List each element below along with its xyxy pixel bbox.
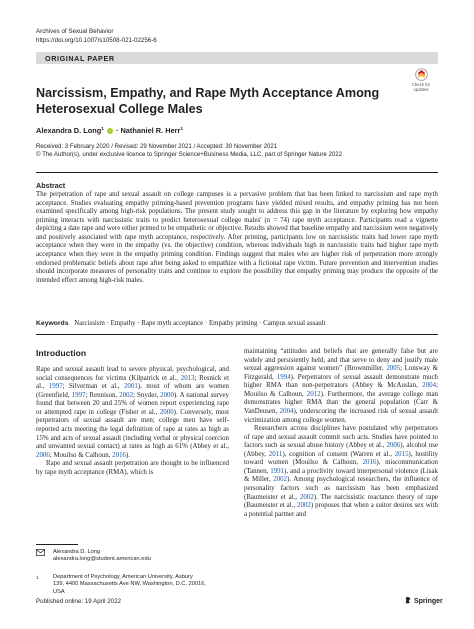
keyword-separator: · [104, 320, 111, 327]
affiliation-line: USA [53, 588, 65, 595]
affiliation-note [36, 574, 236, 598]
citation-link[interactable]: 2002 [273, 476, 288, 484]
citation-link[interactable]: 2005 [386, 365, 401, 373]
article-type-label: ORIGINAL PAPER [45, 53, 115, 63]
body-paragraph: maintaining “attitudes and beliefs that are generally false but are widely and persistently held, and that serve to deny and justify male sexual aggression against women” (Brownmiller, 2005; Lonsway & Fitzgerald, 1994). Perpetrators of sexual assault demonstrate much higher RMA than non-perpetrators (Abbey & McAuslan, 2004; Mouilso & Calhoun, 2012). Furthermore, the average college man demonstrates higher RMA than the general population (Carr & VanDeusen, 2004), underscoring the increased risk of sexual assault victimization among college women. [244, 348, 439, 424]
copyright-line: © The Author(s), under exclusive licence to Springer Science+Business Media, LLC, part of Springer Nature 2022 [36, 151, 343, 159]
orcid-icon[interactable] [107, 128, 113, 134]
corresponding-author-note [36, 549, 236, 565]
keyword-item: Campus sexual assault [263, 320, 326, 327]
keyword-item: Rape myth acceptance [141, 320, 204, 327]
check-for-updates-icon [415, 68, 428, 81]
publisher-logo [404, 596, 443, 605]
journal-header [36, 27, 157, 45]
author-list [36, 124, 183, 136]
citation-link[interactable]: 2004 [279, 407, 294, 415]
journal-name: Archives of Sexual Behavior [36, 28, 114, 35]
author-1-name[interactable]: Alexandra D. Long [36, 126, 102, 135]
citation-link[interactable]: 2002 [297, 502, 311, 510]
citation-link[interactable]: 2006 [386, 442, 401, 450]
updates-label-2: updates [413, 87, 429, 92]
check-for-updates-button[interactable] [406, 68, 436, 92]
top-divider [36, 172, 438, 173]
keyword-item: Empathy [110, 320, 136, 327]
author-email-link[interactable]: alexandra.long@student.american.edu [53, 556, 151, 563]
citation-link[interactable]: 2000 [159, 408, 174, 416]
doi-link[interactable]: https://doi.org/10.1007/s10508-021-02256-6 [36, 37, 157, 44]
citation-link[interactable]: 2012 [306, 390, 321, 398]
citation-link[interactable]: 1997 [71, 391, 86, 399]
footnote-divider [36, 544, 78, 545]
citation-link[interactable]: 2002 [119, 391, 134, 399]
citation-link[interactable]: 2011 [268, 450, 283, 458]
citation-link[interactable]: 2015 [394, 450, 409, 458]
citation-link[interactable]: 2002 [299, 493, 314, 501]
affiliation-marker: 1 [36, 575, 39, 580]
publisher-name: Springer [413, 598, 443, 605]
affiliation-line: Department of Psychology, American University, Asbury [53, 574, 193, 580]
keywords [36, 319, 438, 328]
keyword-item: Empathy priming [208, 320, 258, 327]
springer-horse-icon [404, 596, 412, 604]
article-title: Narcissism, Empathy, and Rape Myth Acceptance Among Heterosexual College Males [36, 86, 380, 116]
keywords-label: Keywords [36, 320, 69, 327]
keyword-separator: · [257, 320, 264, 327]
abstract-text: The perpetration of rape and sexual assault on college campuses is a pervasive problem that has been linked to narcissism and rape myth acceptance. Studies evaluating empathy priming-based prevention programs have yielded mixed results, and empathy priming has not been examined specifically among high-risk populations. The present study sought to address this gap in the literature by exploring how empathy priming interacts with narcissistic traits to predict heterosexual college males' (n = 74) rape myth acceptance. Participants read a vignette depicting a date rape and were either primed to be empathetic or objective. Results showed that baseline empathy and narcissism were negatively and positively associated with rape myth acceptance, respectively. After priming, participants low on narcissistic traits had lower rape myth acceptance when they were in the empathy (vs. the objective) condition, whereas individuals high in narcissistic traits had higher rape myth acceptance when they were in the empathy priming condition. Findings suggest that males who are higher risk of perpetration more strongly endorsed problematic beliefs about rape after being asked to empathize with a fictional rape victim. Future prevention and intervention studies should incorporate measures of personality traits and continue to explore the possibility that empathy priming may produce the opposite of the intended effect among high-risk males. [36, 191, 438, 284]
body-paragraph: Rape and sexual assault lead to severe physical, psychological, and social consequences for victims (Kilpatrick et al., 2013; Resnick et al., 1997; Silverman et al., 2001), most of whom are women (Greenfield, 1997; Rennison, 2002; Snyder, 2000). A national survey found that between 20 and 25% of women report experiencing rape or attempted rape in college (Fisher et al., 2000). Conversely, most perpetrators of sexual assault are men; college men have self-reported acts meeting the legal definition of rape at rates as high as 15% and acts of sexual assault (including verbal or physical coercion and unwanted sexual contact) at rates as high as 61% (Abbey et al., 2006; Mouilso & Calhoun, 2016). [36, 366, 229, 459]
affiliation-line: 139, 4400 Massachusetts Ave NW, Washington, D.C. 20016, [53, 581, 207, 588]
body-column-right [244, 348, 438, 519]
citation-link[interactable]: 2006 [36, 451, 50, 459]
article-type-banner [36, 52, 438, 64]
body-paragraph: Researchers across disciplines have postulated why perpetrators of rape and sexual assault commit such acts. Studies have pointed to factors such as sexual abuse history (Abbey et al., 2006), alcohol use (Abbey, 2011), cognition of consent (Warren et al., 2015), hostility toward women (Mouilso & Calhoun, 2016), miscommunication (Tannen, 1991), and a proclivity toward interpersonal violence (Lisak & Miller, 2002). Among psychological researchers, the influence of personality factors such as narcissism has been emphasized (Baumeister et al., 2002). The narcissistic reactance theory of rape (Baumeister et al., 2002) proposes that when a suitor desires sex with a potential partner and [244, 425, 439, 518]
introduction-heading: Introduction [36, 348, 87, 358]
body-column-left [36, 366, 229, 477]
abstract-divider [36, 334, 438, 335]
body-paragraph: Rape and sexual assault perpetration are thought to be influenced by rape myth acceptance (RMA), which is [36, 460, 229, 476]
published-date: Published online: 19 April 2022 [36, 598, 121, 605]
citation-link[interactable]: 2004 [422, 382, 437, 390]
updates-label-1: Check for [412, 82, 430, 87]
citation-link[interactable]: 2001 [123, 383, 138, 391]
keyword-item: Narcissism [74, 320, 105, 327]
abstract-heading: Abstract [36, 181, 66, 190]
corresponding-author-name: Alexandra D. Long [53, 549, 101, 555]
author-2-name[interactable]: Nathaniel R. Herr [120, 126, 181, 135]
citation-link[interactable]: 2016 [112, 451, 126, 459]
citation-link[interactable]: 2000 [160, 391, 174, 399]
article-dates [36, 143, 342, 160]
citation-link[interactable]: 2013 [180, 374, 195, 382]
keyword-separator: · [203, 320, 209, 327]
citation-link[interactable]: 1997 [48, 383, 63, 391]
author-2-affiliation: 1 [180, 126, 183, 131]
citation-link[interactable]: 2016 [362, 459, 377, 467]
author-separator: · [115, 126, 119, 135]
envelope-icon [36, 549, 45, 559]
citation-link[interactable]: 1994 [276, 373, 291, 381]
keyword-separator: · [135, 320, 142, 327]
citation-link[interactable]: 1991 [270, 467, 285, 475]
author-1-affiliation: 1 [101, 126, 104, 131]
history-dates: Received: 3 February 2020 / Revised: 29 November 2021 / Accepted: 30 November 2021 [36, 143, 278, 150]
